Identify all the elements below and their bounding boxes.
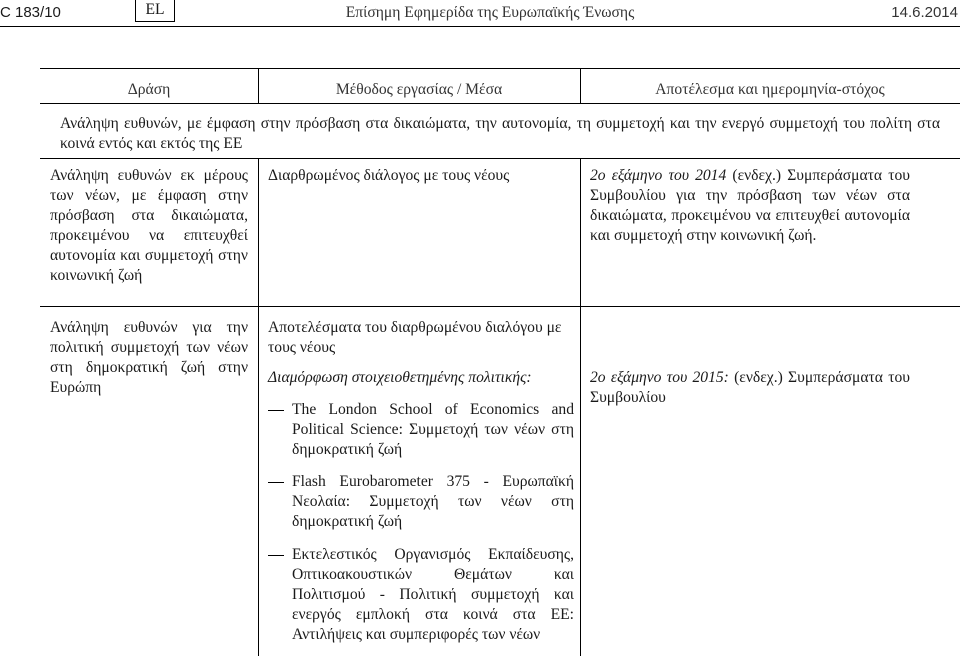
publication-date: 14.6.2014 — [891, 4, 958, 21]
row-1-action: Ανάληψη ευθυνών εκ μέρους των νέων, με έμφαση στην πρόσβαση στα δικαιώματα, προκειμένου να επιτευχθεί αυτονομία και συμμετοχή στην κοινωνική ζωή — [50, 167, 248, 284]
header-row-rule — [40, 103, 960, 104]
method-list-item — [268, 400, 574, 460]
col-header-action: Δράση — [127, 81, 171, 98]
col-header-method: Μέθοδος εργασίας / Μέσα — [335, 81, 503, 98]
method-list-item-text: Εκτελεστικός Οργανισμός Εκπαίδευσης, Οπτικοακουστικών Θεμάτων και Πολιτισμού - Πολιτική συμμετοχή και ενεργός εμπλοκή στα κοινά στα ΕΕ: Αντιλήψεις και συμπεριφορές των νέων — [292, 546, 574, 643]
col-divider-2 — [580, 158, 581, 656]
dash-bullet — [268, 410, 284, 411]
table-top-rule — [40, 68, 960, 69]
row-2-outcome — [590, 368, 910, 408]
row-1-outcome — [590, 166, 910, 246]
page-reference: C 183/10 — [0, 4, 61, 21]
method-list-item-text: The London School of Economics and Political Science: Συμμετοχή των νέων στη δημοκρατική ζωή — [292, 401, 574, 458]
dash-bullet — [268, 555, 284, 556]
row-1-method: Διαρθρωμένος διάλογος με τους νέους — [268, 167, 510, 184]
section-title: Ανάληψη ευθυνών, με έμφαση στην πρόσβαση στα δικαιώματα, την αυτονομία, τη συμμετοχή και την ενεργό συμμετοχή του πολίτη στα κοινά εντός και εκτός της ΕΕ — [60, 115, 940, 152]
language-code-box: EL — [135, 0, 175, 22]
journal-title: Επίσημη Εφημερίδα της Ευρωπαϊκής Ένωσης — [345, 4, 635, 21]
header-rule — [0, 26, 960, 27]
col-divider-1 — [258, 158, 259, 656]
method-list-item — [268, 472, 574, 532]
row-2-action: Ανάληψη ευθυνών για την πολιτική συμμετοχή των νέων στη δημοκρατική ζωή στην Ευρώπη — [50, 319, 248, 396]
method-list-item — [268, 545, 574, 645]
row-2-outcome-text: (ενδεχ.) Συμπεράσματα του Συμβουλίου — [590, 369, 910, 406]
dash-bullet — [268, 482, 284, 483]
row-2-method: Αποτελέσματα του διαρθρωμένου διαλόγου με τους νέους — [268, 319, 562, 356]
col-header-outcome: Αποτέλεσμα και ημερομηνία-στόχος — [655, 81, 885, 98]
method-list-item-text: Flash Eurobarometer 375 - Ευρωπαϊκή Νεολαία: Συμμετοχή των νέων στη δημοκρατική ζωή — [292, 473, 574, 530]
row-1-rule — [40, 306, 960, 307]
row-2-outcome-date: 2ο εξάμηνο του 2015: — [590, 369, 729, 386]
row-2-method-subheading: Διαμόρφωση στοιχειοθετημένης πολιτικής: — [268, 369, 532, 386]
row-1-outcome-date: 2ο εξάμηνο του 2014 — [590, 167, 727, 184]
row-1-outcome-text: (ενδεχ.) Συμπεράσματα του Συμβουλίου για την πρόσβαση των νέων στα δικαιώματα, προκειμένου να επιτευχθεί αυτονομία και συμμετοχή στην κοινωνική ζωή. — [590, 167, 910, 244]
section-title-rule — [40, 158, 960, 159]
